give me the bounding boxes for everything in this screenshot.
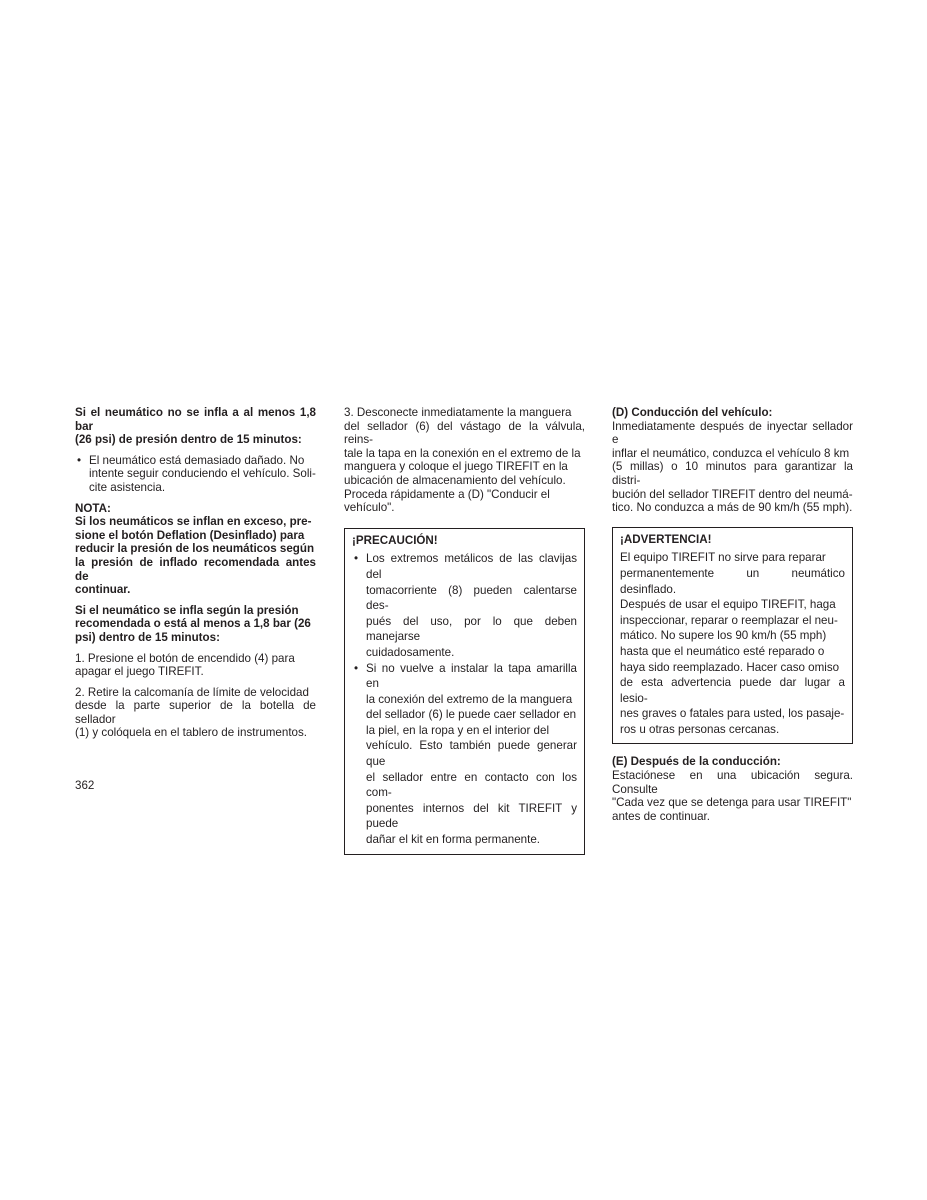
heading-after-driving: (E) Después de la conducción: (612, 755, 781, 769)
column-right (612, 406, 853, 823)
heading-not-inflating: Si el neumático no se infla a al menos 1,8 bar (26 psi) de presión dentro de 15 minutos: (75, 406, 316, 447)
caution-bullet-yellow-cap: • Si no vuelve a instalar la tapa amarilla en la conexión del extremo de la manguera del sellador (6) le puede caer sellador en la piel, en la ropa y en el interior del vehículo. Esto también puede generar que el sellador entre en contacto con los com- ponentes internos del kit TIREFIT y puede dañar el kit en forma permanente. (354, 661, 577, 847)
warning-title: ¡ADVERTENCIA! (620, 532, 712, 546)
step-2: 2. Retire la calcomanía de límite de velocidad desde la parte superior de la botella de sellador (1) y colóquela en el tablero de instrumentos. (75, 685, 316, 740)
column-left (75, 406, 316, 740)
caution-box (344, 528, 585, 855)
step-3: 3. Desconecte inmediatamente la manguera del sellador (6) del vástago de la válvula, reins- tale la tapa en la conexión en el extremo de la manguera y coloque el juego TIREFIT en la ubicación de almacenamiento del vehículo. Proceda rápidamente a (D) "Conducir el vehículo". (344, 406, 585, 515)
step-1: 1. Presione el botón de encendido (4) para apagar el juego TIREFIT. (75, 651, 295, 679)
heading-driving: (D) Conducción del vehículo: (612, 406, 773, 419)
bullet-dot-icon: • (354, 552, 359, 566)
after-driving-text: Estaciónese en una ubicación segura. Consulte "Cada vez que se detenga para usar TIREFIT" antes de continuar. (612, 769, 853, 823)
bullet-tire-damaged: • El neumático está demasiado dañado. No intente seguir conduciendo el vehículo. Soli- cite asistencia. (77, 453, 316, 494)
bullet-dot-icon: • (77, 453, 82, 467)
note-label: NOTA: (75, 501, 111, 515)
warning-text: El equipo TIREFIT no sirve para reparar permanentemente un neumático desinflado. Después de usar el equipo TIREFIT, haga inspeccionar, reparar o reemplazar el neu- mático. No supere los 90 km/h (55 mph) hasta que el neumático esté reparado o haya sido reemplazado. Hacer caso omiso de esta advertencia puede dar lugar a lesio- nes graves o fatales para usted, los pasaje- ros u otras personas cercanas. (620, 551, 845, 736)
driving-text: Inmediatamente después de inyectar sellador e inflar el neumático, conduzca el vehículo 8 km (5 millas) o 10 minutos para garantizar la distri- bución del sellador TIREFIT dentro del neumá- tico. No conduzca a más de 90 km/h (55 mph). (612, 419, 853, 515)
caution-title: ¡PRECAUCIÓN! (352, 533, 438, 547)
bullet-dot-icon: • (354, 661, 359, 675)
warning-box (612, 527, 853, 745)
page-number: 362 (75, 779, 95, 792)
heading-inflated: Si el neumático se infla según la presión recomendada o está al menos a 1,8 bar (26 psi) dentro de 15 minutos: (75, 603, 311, 644)
column-middle (344, 406, 585, 855)
caution-bullet-hot-plugs: • Los extremos metálicos de las clavijas del tomacorriente (8) pueden calentarse des- pués del uso, por lo que deben manejarse cuidadosamente. (354, 552, 577, 659)
note-text: Si los neumáticos se inflan en exceso, pre- sione el botón Deflation (Desinflado) para reducir la presión de los neumáticos según la presión de inflado recomendada antes de continuar. (75, 515, 316, 597)
